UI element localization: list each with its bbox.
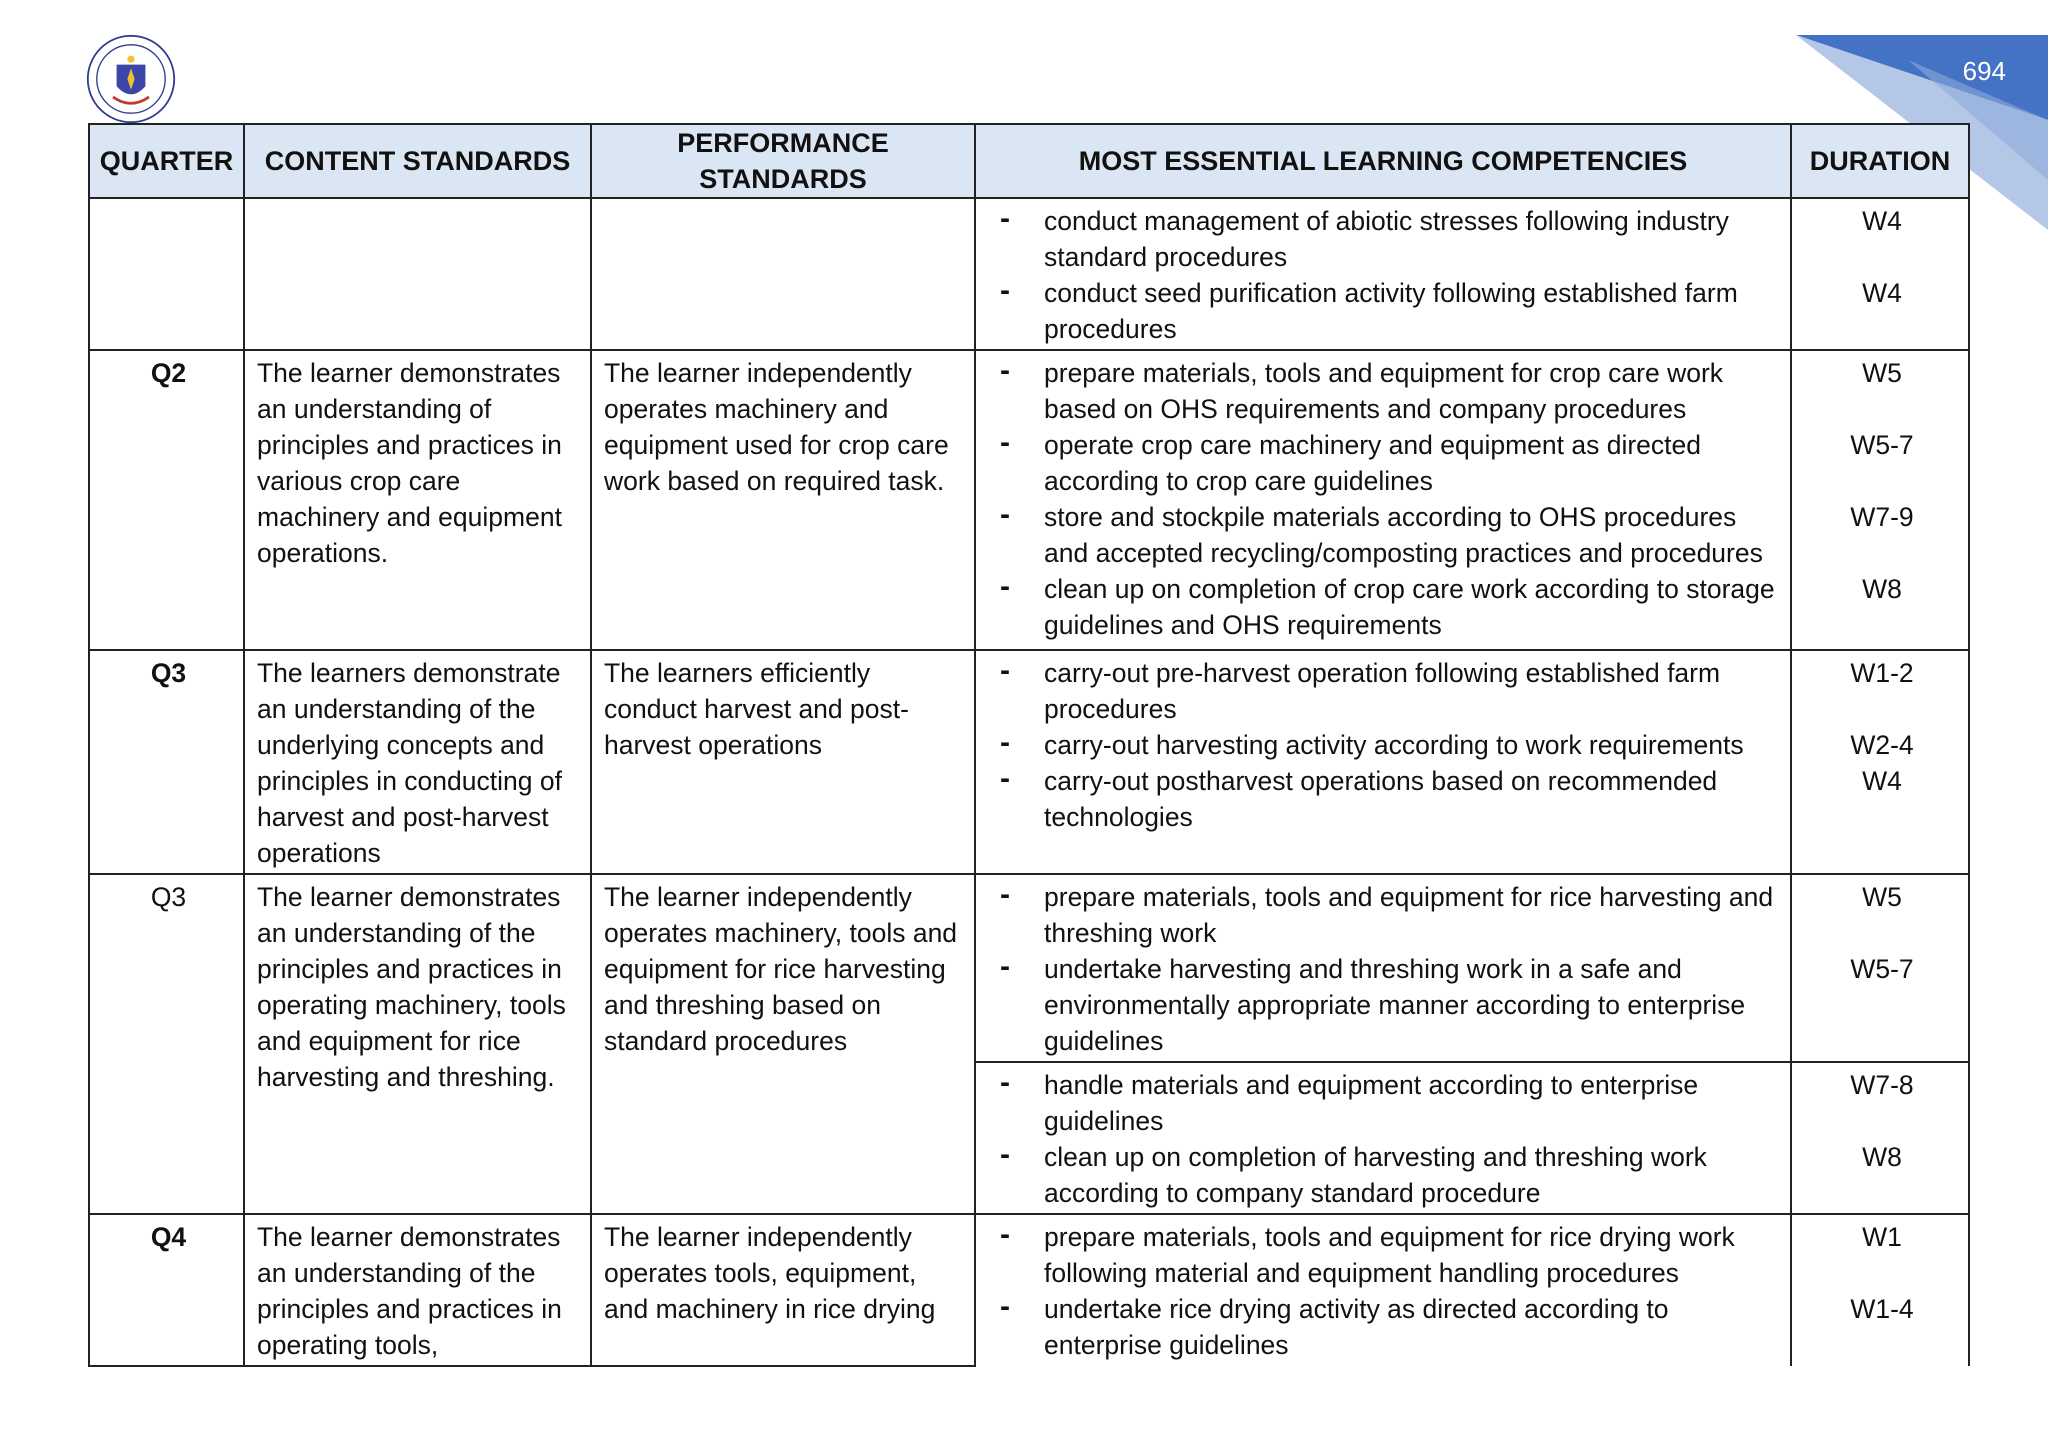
content-standard-cell: The learner demonstrates an understanding of the principles and practices in operating machinery, tools and equipment for rice harvesting and threshing. <box>244 874 591 1214</box>
page-number: 694 <box>1962 56 2006 86</box>
competency-item: - conduct management of abiotic stresses following industry standard procedures <box>988 203 1782 275</box>
content-standard-cell: The learner demonstrates an understanding of principles and practices in various crop care machinery and equipment operations. <box>244 350 591 650</box>
competency-item: - prepare materials, tools and equipment for rice drying work following material and equipment handling procedures <box>988 1219 1782 1291</box>
duration-value: W1-4 <box>1850 1294 1914 1324</box>
duration-cell <box>1791 874 1969 1062</box>
content-standard-cell <box>244 198 591 350</box>
competencies-cell <box>975 1062 1791 1214</box>
quarter-cell: Q3 <box>89 650 244 874</box>
table-row <box>89 650 1969 874</box>
header-quarter: QUARTER <box>89 124 244 198</box>
duration-cell <box>1791 350 1969 650</box>
header-row <box>89 124 1969 198</box>
quarter-cell <box>89 198 244 350</box>
table-row <box>89 874 1969 1062</box>
duration-cell <box>1791 650 1969 874</box>
duration-value: W4 <box>1862 278 1902 308</box>
duration-cell <box>1791 1214 1969 1366</box>
performance-standard-cell: The learners efficiently conduct harvest and post-harvest operations <box>591 650 975 874</box>
quarter-cell: Q4 <box>89 1214 244 1366</box>
competency-item: - conduct seed purification activity following established farm procedures <box>988 275 1782 347</box>
competency-item: - prepare materials, tools and equipment for rice harvesting and threshing work <box>988 879 1782 951</box>
competency-item: - undertake rice drying activity as directed according to enterprise guidelines <box>988 1291 1782 1363</box>
competencies-cell <box>975 874 1791 1062</box>
melc-table <box>88 123 1970 1367</box>
competency-item: - store and stockpile materials according to OHS procedures and accepted recycling/composting practices and procedures <box>988 499 1782 571</box>
quarter-cell: Q3 <box>89 874 244 1214</box>
content-standard-cell: The learner demonstrates an understanding of the principles and practices in operating tools, <box>244 1214 591 1366</box>
competency-item: - carry-out pre-harvest operation following established farm procedures <box>988 655 1782 727</box>
duration-cell <box>1791 1062 1969 1214</box>
duration-value: W5 <box>1862 882 1902 912</box>
table-row <box>89 1214 1969 1366</box>
quarter-cell: Q2 <box>89 350 244 650</box>
duration-value: W4 <box>1862 766 1902 796</box>
competency-item: - carry-out postharvest operations based on recommended technologies <box>988 763 1782 835</box>
competency-item: - prepare materials, tools and equipment for crop care work based on OHS requirements and company procedures <box>988 355 1782 427</box>
duration-value: W1 <box>1862 1222 1902 1252</box>
table-row <box>89 198 1969 350</box>
performance-standard-cell: The learner independently operates machinery and equipment used for crop care work based on required task. <box>591 350 975 650</box>
header-learning-competencies: MOST ESSENTIAL LEARNING COMPETENCIES <box>975 124 1791 198</box>
performance-standard-cell: The learner independently operates machinery, tools and equipment for rice harvesting and threshing based on standard procedures <box>591 874 975 1214</box>
competencies-cell <box>975 1214 1791 1366</box>
duration-value: W7-8 <box>1850 1070 1914 1100</box>
competencies-cell <box>975 650 1791 874</box>
duration-value: W5 <box>1862 358 1902 388</box>
competency-item: - clean up on completion of crop care work according to storage guidelines and OHS requirements <box>988 571 1782 643</box>
duration-value: W4 <box>1862 206 1902 236</box>
duration-value: W7-9 <box>1850 502 1914 532</box>
header-duration: DURATION <box>1791 124 1969 198</box>
performance-standard-cell: The learner independently operates tools, equipment, and machinery in rice drying <box>591 1214 975 1366</box>
competency-item: - clean up on completion of harvesting and threshing work according to company standard procedure <box>988 1139 1782 1211</box>
competency-item: - undertake harvesting and threshing work in a safe and environmentally appropriate manner according to enterprise guidelines <box>988 951 1782 1059</box>
competencies-cell <box>975 350 1791 650</box>
duration-value: W8 <box>1862 1142 1902 1172</box>
deped-seal-logo <box>86 34 176 124</box>
table-row <box>89 350 1969 650</box>
competency-item: - handle materials and equipment according to enterprise guidelines <box>988 1067 1782 1139</box>
duration-value: W2-4 <box>1850 730 1914 760</box>
duration-value: W1-2 <box>1850 658 1914 688</box>
duration-cell <box>1791 198 1969 350</box>
header-content-standards: CONTENT STANDARDS <box>244 124 591 198</box>
competency-item: - operate crop care machinery and equipment as directed according to crop care guidelines <box>988 427 1782 499</box>
header-performance-standards: PERFORMANCE STANDARDS <box>591 124 975 198</box>
performance-standard-cell <box>591 198 975 350</box>
competency-item: - carry-out harvesting activity according to work requirements <box>988 727 1782 763</box>
duration-value: W8 <box>1862 574 1902 604</box>
duration-value: W5-7 <box>1850 430 1914 460</box>
competencies-cell <box>975 198 1791 350</box>
duration-value: W5-7 <box>1850 954 1914 984</box>
content-standard-cell: The learners demonstrate an understanding of the underlying concepts and principles in conducting of harvest and post-harvest operations <box>244 650 591 874</box>
